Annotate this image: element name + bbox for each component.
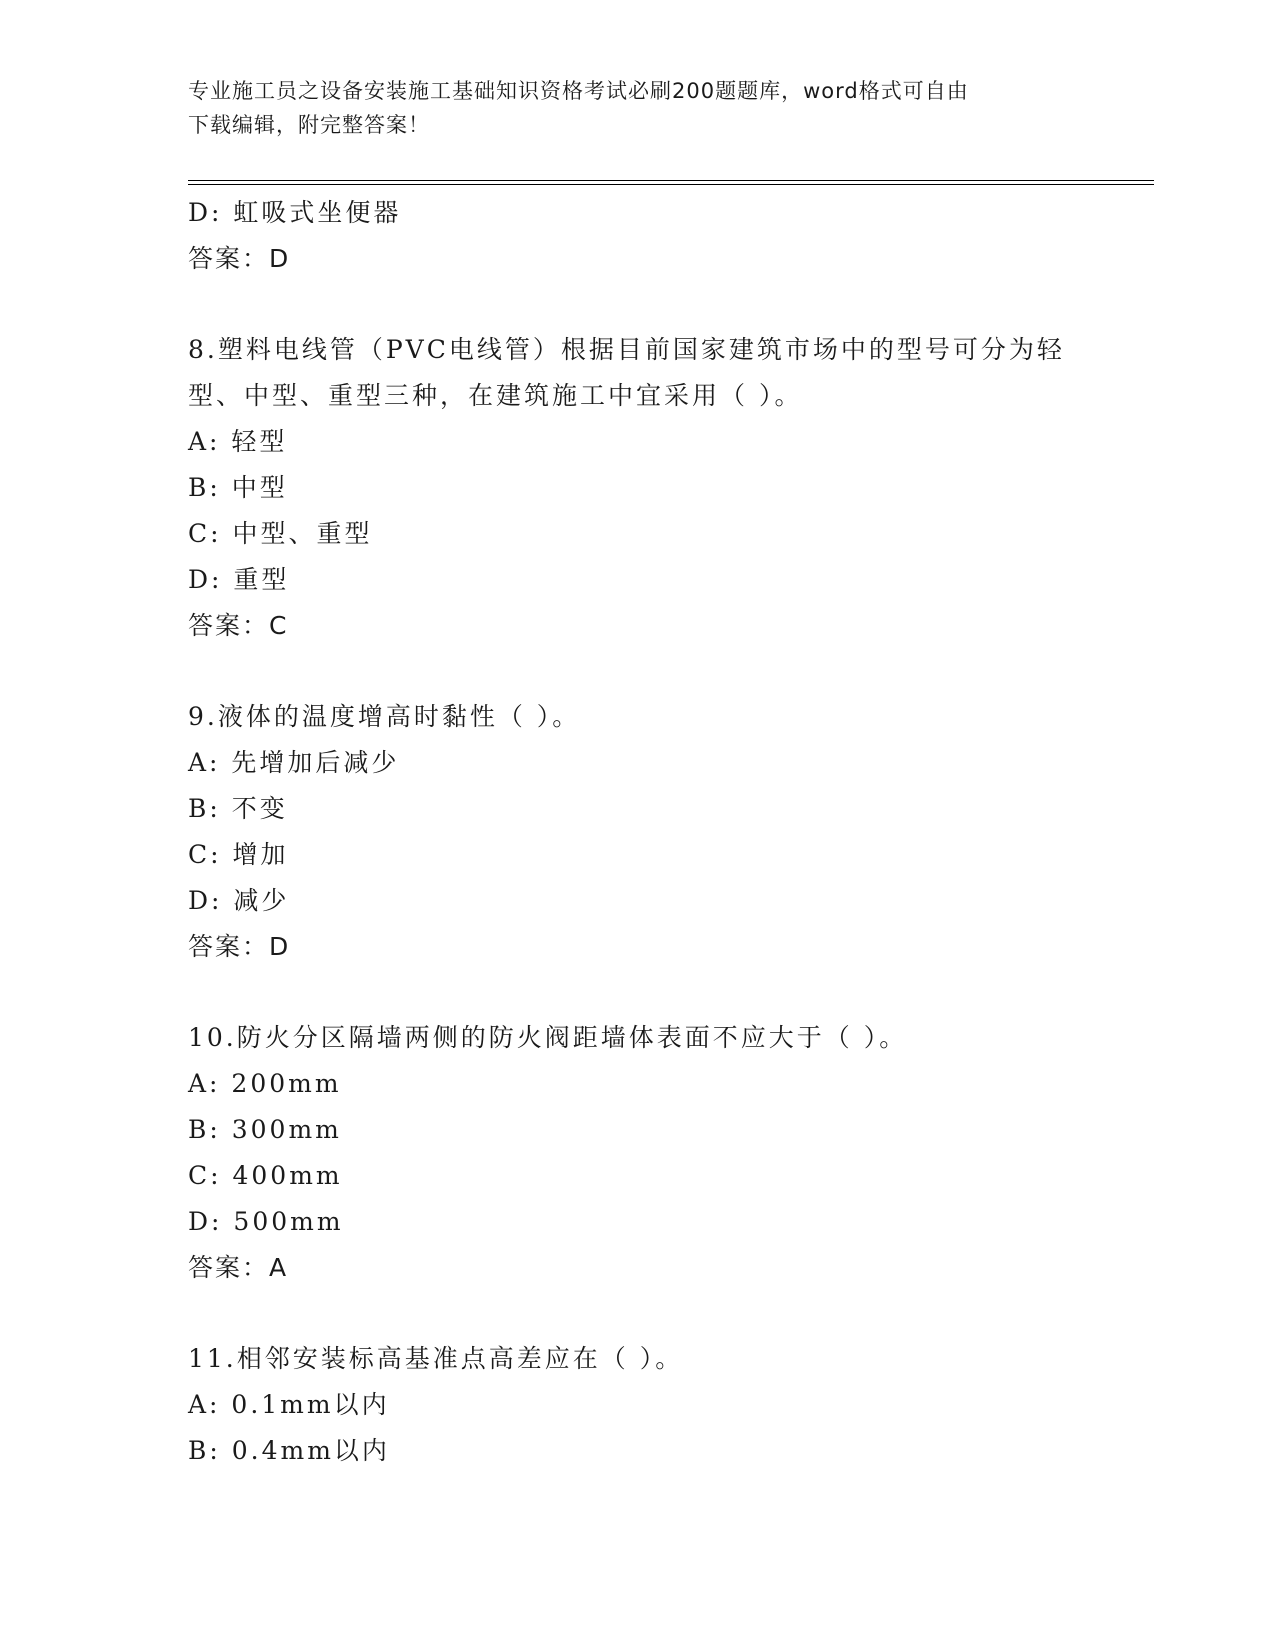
answer: 答案：C <box>188 611 289 640</box>
question-8 <box>188 327 1154 649</box>
option-d: D: 减少 <box>188 886 290 915</box>
option-a: A: 0.1mm以内 <box>188 1390 390 1419</box>
option-a: A: 先增加后减少 <box>188 748 400 777</box>
option-d: D: 500mm <box>188 1207 344 1236</box>
option-b: B: 300mm <box>188 1115 342 1144</box>
question-9 <box>188 694 1154 970</box>
answer: 答案：D <box>188 932 291 961</box>
document-header <box>188 74 1078 142</box>
answer: 答案：D <box>188 244 291 273</box>
option-d: D: 虹吸式坐便器 <box>188 198 402 227</box>
header-line-2: 下载编辑，附完整答案！ <box>188 113 430 137</box>
header-divider-top <box>188 180 1154 181</box>
option-b: B: 不变 <box>188 794 288 823</box>
question-11 <box>188 1336 1154 1474</box>
question-stem: 9.液体的温度增高时黏性（ ）。 <box>188 702 581 731</box>
option-c: C: 中型、重型 <box>188 519 373 548</box>
question-7-tail <box>188 190 1154 282</box>
question-stem: 8.塑料电线管（PVC电线管）根据目前国家建筑市场中的型号可分为轻型、中型、重型三种，在建筑施工中宜采用（ ）。 <box>188 335 1065 410</box>
question-stem: 11.相邻安装标高基准点高差应在（ ）。 <box>188 1344 684 1373</box>
option-a: A: 轻型 <box>188 427 288 456</box>
question-list <box>188 190 1154 1474</box>
option-b: B: 中型 <box>188 473 288 502</box>
header-divider-bottom <box>188 184 1154 185</box>
option-a: A: 200mm <box>188 1069 342 1098</box>
option-c: C: 增加 <box>188 840 289 869</box>
option-b: B: 0.4mm以内 <box>188 1436 390 1465</box>
answer: 答案：A <box>188 1253 289 1282</box>
question-10 <box>188 1015 1154 1291</box>
option-c: C: 400mm <box>188 1161 343 1190</box>
header-line-1: 专业施工员之设备安装施工基础知识资格考试必刷200题题库，word格式可自由 <box>188 79 969 103</box>
question-stem: 10.防火分区隔墙两侧的防火阀距墙体表面不应大于（ ）。 <box>188 1023 908 1052</box>
option-d: D: 重型 <box>188 565 290 594</box>
